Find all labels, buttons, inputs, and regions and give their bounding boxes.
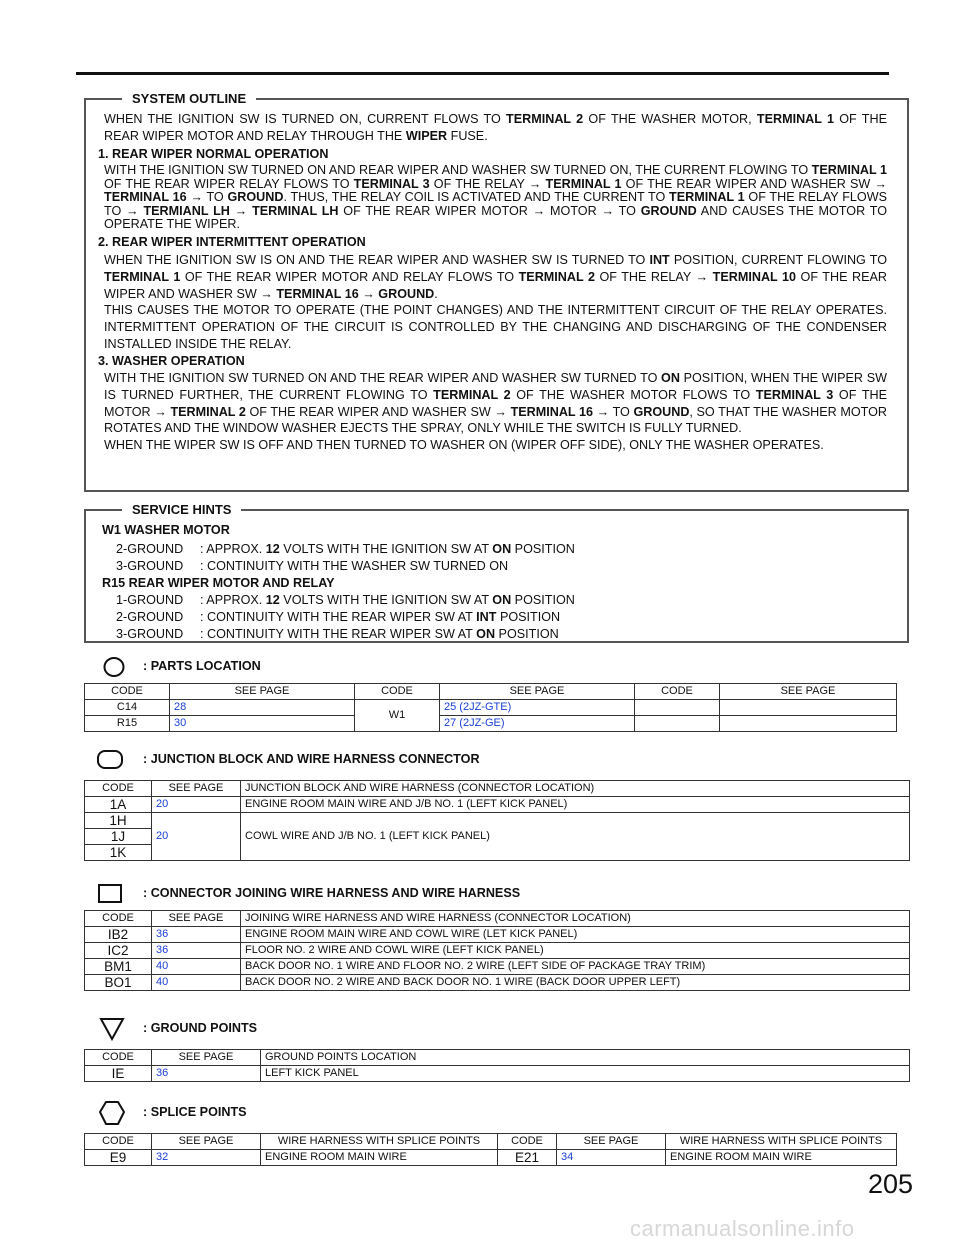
page-link[interactable]: 20 [152,813,241,861]
parts-location-circle-icon [102,656,126,678]
table-row: IC2 36 FLOOR NO. 2 WIRE AND COWL WIRE (LEFT KICK PANEL) [85,943,910,959]
page-link[interactable]: 34 [557,1150,666,1166]
page-link[interactable]: 32 [152,1150,261,1166]
page-link[interactable]: 20 [152,797,241,813]
section-1-body: WITH THE IGNITION SW TURNED ON AND REAR WIPER AND WASHER SW TURNED ON, THE CURRENT FLOWING TO TERMINAL 1 OF THE REAR WIPER RELAY FLOWS TO TERMINAL 3 OF THE RELAY → TERMINAL 1 OF THE REAR WIPER AND WASHER SW → TERMINAL 16 → TO GROUND. THUS, THE RELAY COIL IS ACTIVATED AND THE CURRENT TO TERMINAL 1 OF THE RELAY FLOWS TO → TERMIANL LH → TERMINAL LH OF THE REAR WIPER MOTOR → MOTOR → TO GROUND AND CAUSES THE MOTOR TO OPERATE THE WIPER. [104,163,888,231]
page-link[interactable]: 36 [152,1066,261,1082]
table-row: IE 36 LEFT KICK PANEL [85,1066,910,1082]
parts-location-label: : PARTS LOCATION [143,659,261,673]
table-row: E9 32 ENGINE ROOM MAIN WIRE E21 34 ENGINE ROOM MAIN WIRE [85,1150,897,1166]
junction-block-rounded-icon [96,749,126,771]
section-3-heading: 3. WASHER OPERATION [98,354,245,368]
table-row: 1K [85,845,910,861]
service-hints-title: SERVICE HINTS [122,501,241,519]
ground-points-triangle-icon [98,1016,126,1042]
section-3-body: WITH THE IGNITION SW TURNED ON AND THE REAR WIPER AND WASHER SW TURNED TO ON POSITION, WHEN THE WIPER SW IS TURNED FURTHER, THE CURRENT FLOWING TO TERMINAL 2 OF THE WASHER MOTOR FLOWS TO TERMINAL 3 OF THE MOTOR → TERMINAL 2 OF THE REAR WIPER AND WASHER SW → TERMINAL 16 → TO GROUND, SO THAT THE WASHER MOTOR ROTATES AND THE WINDOW WASHER EJECTS THE SPRAY, ONLY WHILE THE SWITCH IS FULLY TURNED. WHEN THE WIPER SW IS OFF AND THEN TURNED TO WASHER ON (WIPER OFF SIDE), ONLY THE WASHER OPERATES. [104,371,888,453]
ground-points-label: : GROUND POINTS [143,1021,258,1035]
splice-points-hexagon-icon [97,1100,127,1128]
ground-points-table: CODE SEE PAGE GROUND POINTS LOCATION IE 36 LEFT KICK PANEL [84,1049,910,1082]
section-2-body: WHEN THE IGNITION SW IS ON AND THE REAR WIPER AND WASHER SW IS TURNED TO INT POSITION, CURRENT FLOWING TO TERMINAL 1 OF THE REAR WIPER MOTOR AND RELAY FLOWS TO TERMINAL 2 OF THE RELAY → TERMINAL 10 OF THE REAR WIPER AND WASHER SW → TERMINAL 16 → GROUND. THIS CAUSES THE MOTOR TO OPERATE (THE POINT CHANGES) AND THE INTERMITTENT CIRCUIT OF THE RELAY OPERATES. INTERMITTENT OPERATION OF THE CIRCUIT IS CONTROLLED BY THE CHANGING AND DISCHARGING OF THE CONDENSER INSTALLED INSIDE THE RELAY. [104,253,887,351]
table-row: BM1 40 BACK DOOR NO. 1 WIRE AND FLOOR NO. 2 WIRE (LEFT SIDE OF PACKAGE TRAY TRIM) [85,959,910,975]
service-hints-box: SERVICE HINTS W1 WASHER MOTOR 2-GROUND : APPROX. 12 VOLTS WITH THE IGNITION SW AT ON POSITION 3-GROUND : CONTINUITY WITH THE WASHER SW TURNED ON R15 REAR WIPER MOTOR AND RELAY 1-GROUND : APPROX. 12 VOLTS WITH THE IGNITION SW AT ON POSITION 2-GROUND : CONTINUITY WITH THE REAR WIPER SW AT INT POSITION 3-GROUND : CONTINUITY WITH THE REAR WIPER SW AT ON POSITION [84,509,909,643]
page-link[interactable]: 40 [152,959,241,975]
connector-joining-table: CODE SEE PAGE JOINING WIRE HARNESS AND WIRE HARNESS (CONNECTOR LOCATION) IB2 36 ENGINE ROOM MAIN WIRE AND COWL WIRE (LET KICK PANEL) IC2 36 FLOOR NO. 2 WIRE AND COWL WIRE (LEFT KICK PANEL) BM1 40 BACK DOOR NO. 1 WIRE AND FLOOR NO. 2 WIRE (LEFT SIDE OF PACKAGE TRAY TRIM) BO1 40 BACK DOOR NO. 2 WIRE AND BACK DOOR NO. 1 WIRE (BACK DOOR UPPER LEFT) [84,910,910,991]
table-row: 1A 20 ENGINE ROOM MAIN WIRE AND J/B NO. 1 (LEFT KICK PANEL) [85,797,910,813]
system-outline-title: SYSTEM OUTLINE [122,90,256,108]
junction-block-table: CODE SEE PAGE JUNCTION BLOCK AND WIRE HARNESS (CONNECTOR LOCATION) 1A 20 ENGINE ROOM MAIN WIRE AND J/B NO. 1 (LEFT KICK PANEL) 1H 20 COWL WIRE AND J/B NO. 1 (LEFT KICK PANEL) 1J 1K [84,780,910,861]
page-link[interactable]: 36 [152,943,241,959]
system-outline-box [84,91,909,492]
splice-points-label: : SPLICE POINTS [143,1105,247,1119]
table-row: IB2 36 ENGINE ROOM MAIN WIRE AND COWL WIRE (LET KICK PANEL) [85,927,910,943]
page-link[interactable]: 25 (2JZ-GTE) [440,700,635,716]
table-row: R15 30 27 (2JZ-GE) [85,716,897,732]
r15-heading: R15 REAR WIPER MOTOR AND RELAY [102,576,335,590]
page-number: 205 [868,1169,914,1199]
page-link[interactable]: 28 [170,700,355,716]
connector-joining-square-icon [97,883,125,905]
junction-block-label: : JUNCTION BLOCK AND WIRE HARNESS CONNECTOR [143,752,480,766]
page-link[interactable]: 30 [170,716,355,732]
connector-joining-label: : CONNECTOR JOINING WIRE HARNESS AND WIRE HARNESS [143,886,521,900]
table-row: 1H 20 COWL WIRE AND J/B NO. 1 (LEFT KICK PANEL) [85,813,910,829]
w1-heading: W1 WASHER MOTOR [102,523,230,537]
page-link[interactable]: 40 [152,975,241,991]
page-link[interactable]: 36 [152,927,241,943]
splice-points-table: CODE SEE PAGE WIRE HARNESS WITH SPLICE POINTS CODE SEE PAGE WIRE HARNESS WITH SPLICE POINTS E9 32 ENGINE ROOM MAIN WIRE E21 34 ENGINE ROOM MAIN WIRE [84,1133,897,1166]
intro-text: WHEN THE IGNITION SW IS TURNED ON, CURRENT FLOWS TO TERMINAL 2 OF THE WASHER MOTOR, TERMINAL 1 OF THE REAR WIPER MOTOR AND RELAY THROUGH THE WIPER FUSE. [104,112,887,143]
page-link[interactable]: 27 (2JZ-GE) [440,716,635,732]
section-1-heading: 1. REAR WIPER NORMAL OPERATION [98,147,329,161]
parts-location-table: CODE SEE PAGE CODE SEE PAGE CODE SEE PAGE C14 28 W1 25 (2JZ-GTE) R15 30 27 (2JZ-GE) [84,683,897,732]
section-2-heading: 2. REAR WIPER INTERMITTENT OPERATION [98,235,366,249]
table-row: BO1 40 BACK DOOR NO. 2 WIRE AND BACK DOOR NO. 1 WIRE (BACK DOOR UPPER LEFT) [85,975,910,991]
table-row: 1J [85,829,910,845]
top-rule [76,72,889,75]
table-row: C14 28 W1 25 (2JZ-GTE) [85,700,897,716]
watermark-text: carmanualsonline.info [630,1216,855,1241]
